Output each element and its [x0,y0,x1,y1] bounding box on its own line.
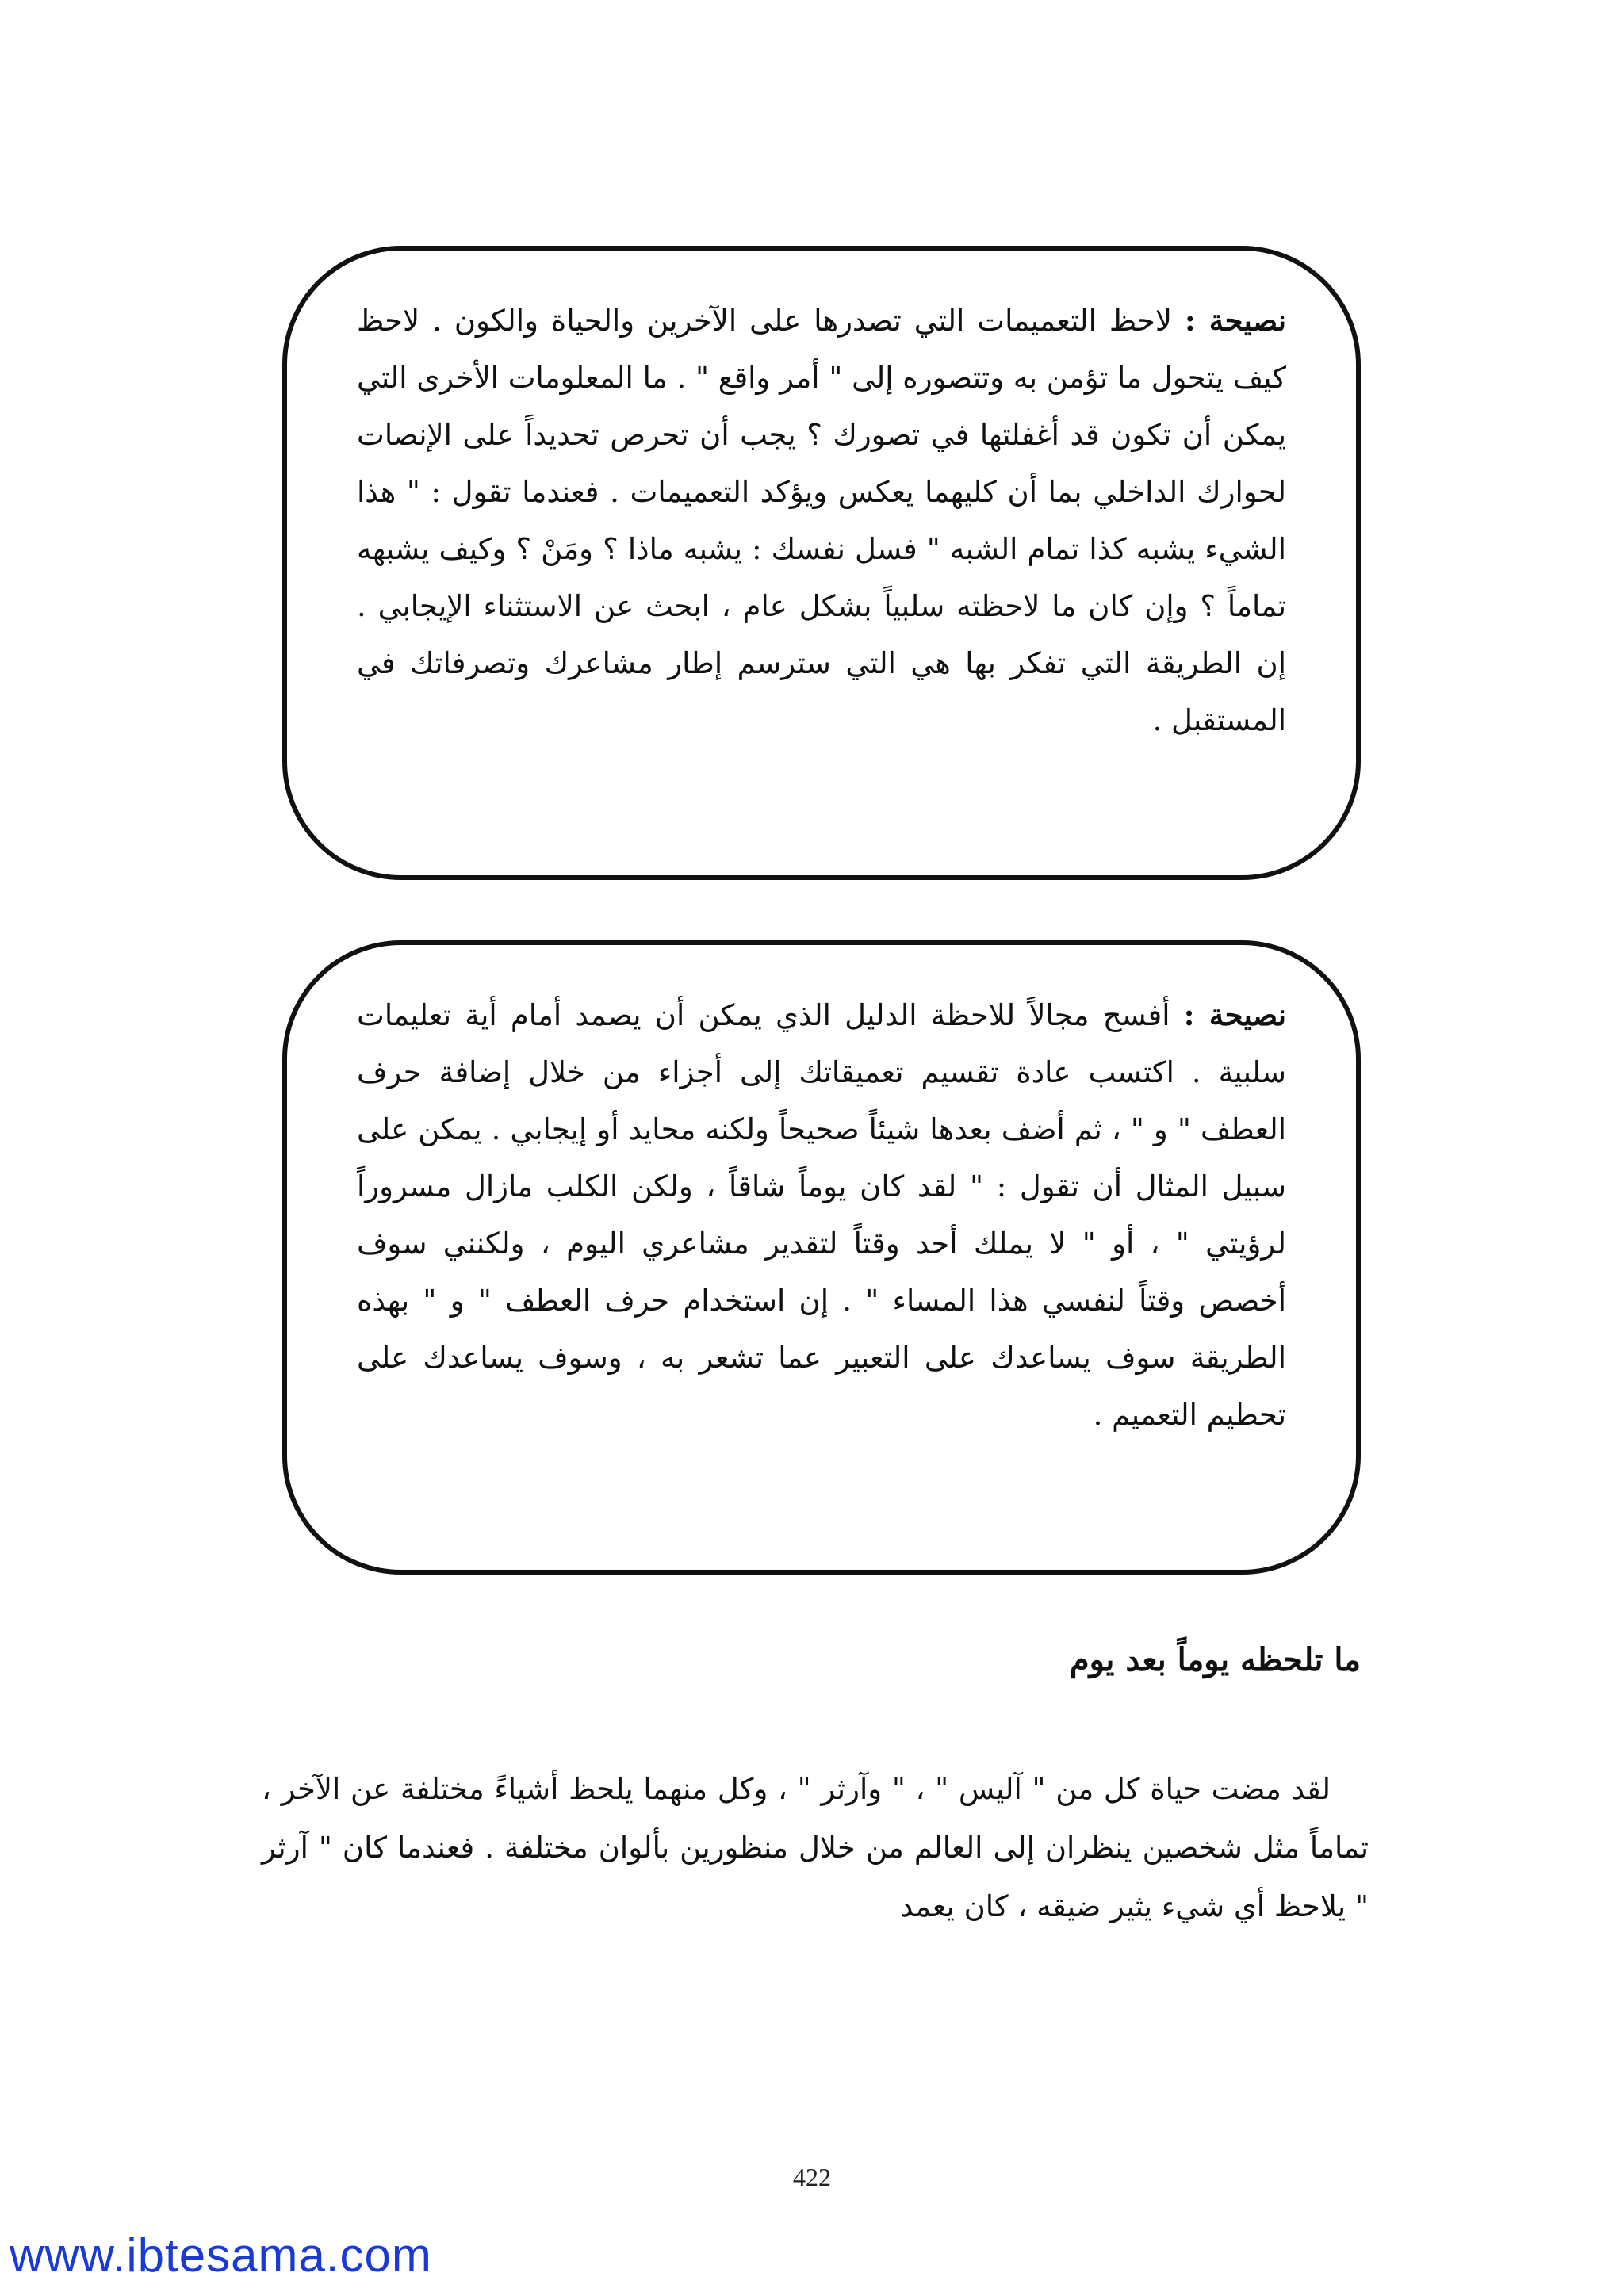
body-paragraph: لقد مضت حياة كل من " آليس " ، " وآرثر " ، وكل منهما يلحظ أشياءً مختلفة عن الآخر ، تماماً مثل شخصين ينظران إلى العالم من خلال منظورين بألوان مختلفة . فعندما كان " آرثر " يلاحظ أي شيء يثير ضيقه ، كان يعمد [262,1772,1369,1923]
page-number: 422 [793,2163,831,2191]
tip-label-1: نصيحة : [1184,303,1286,338]
watermark-url[interactable]: www.ibtesama.com [10,2229,432,2282]
tip-body-2: أفسح مجالاً للاحظة الدليل الذي يمكن أن يصمد أمام أية تعليمات سلبية . اكتسب عادة تقسيم تعميقاتك إلى أجزاء من خلال إضافة حرف العطف " و " ، ثم أضف بعدها شيئاً صحيحاً ولكنه محايد أو إيجابي . يمكن على سبيل المثال أن تقول : " لقد كان يوماً شاقاً ، ولكن الكلب مازال مسروراً لرؤيتي " ، أو " لا يملك أحد وقتاً لتقدير مشاعري اليوم ، ولكنني سوف أخصص وقتاً لنفسي هذا المساء " . إن استخدام حرف العطف " و " بهذه الطريقة سوف يساعدك على التعبير عما تشعر به ، وسوف يساعدك على تحطيم التعميم . [357,998,1286,1432]
tip-paragraph-2 [357,986,1286,1444]
tip-box-1 [282,246,1361,880]
tip-box-2 [282,940,1361,1575]
tip-paragraph-1 [357,292,1286,749]
section-heading: ما تلحظه يوماً بعد يوم [1069,1641,1361,1678]
tip-body-1: لاحظ التعميمات التي تصدرها على الآخرين والحياة والكون . لاحظ كيف يتحول ما تؤمن به وتتصوره إلى " أمر واقع " . ما المعلومات الأخرى التي يمكن أن تكون قد أغفلتها في تصورك ؟ يجب أن تحرص تحديداً على الإنصات لحوارك الداخلي بما أن كليهما يعكس ويؤكد التعميمات . فعندما تقول : " هذا الشيء يشبه كذا تمام الشبه " فسل نفسك : يشبه ماذا ؟ ومَنْ ؟ وكيف يشبهه تماماً ؟ وإن كان ما لاحظته سلبياً بشكل عام ، ابحث عن الاستثناء الإيجابي . إن الطريقة التي تفكر بها هي التي سترسم إطار مشاعرك وتصرفاتك في المستقبل . [357,304,1286,737]
tip-label-2: نصيحة : [1183,997,1287,1032]
